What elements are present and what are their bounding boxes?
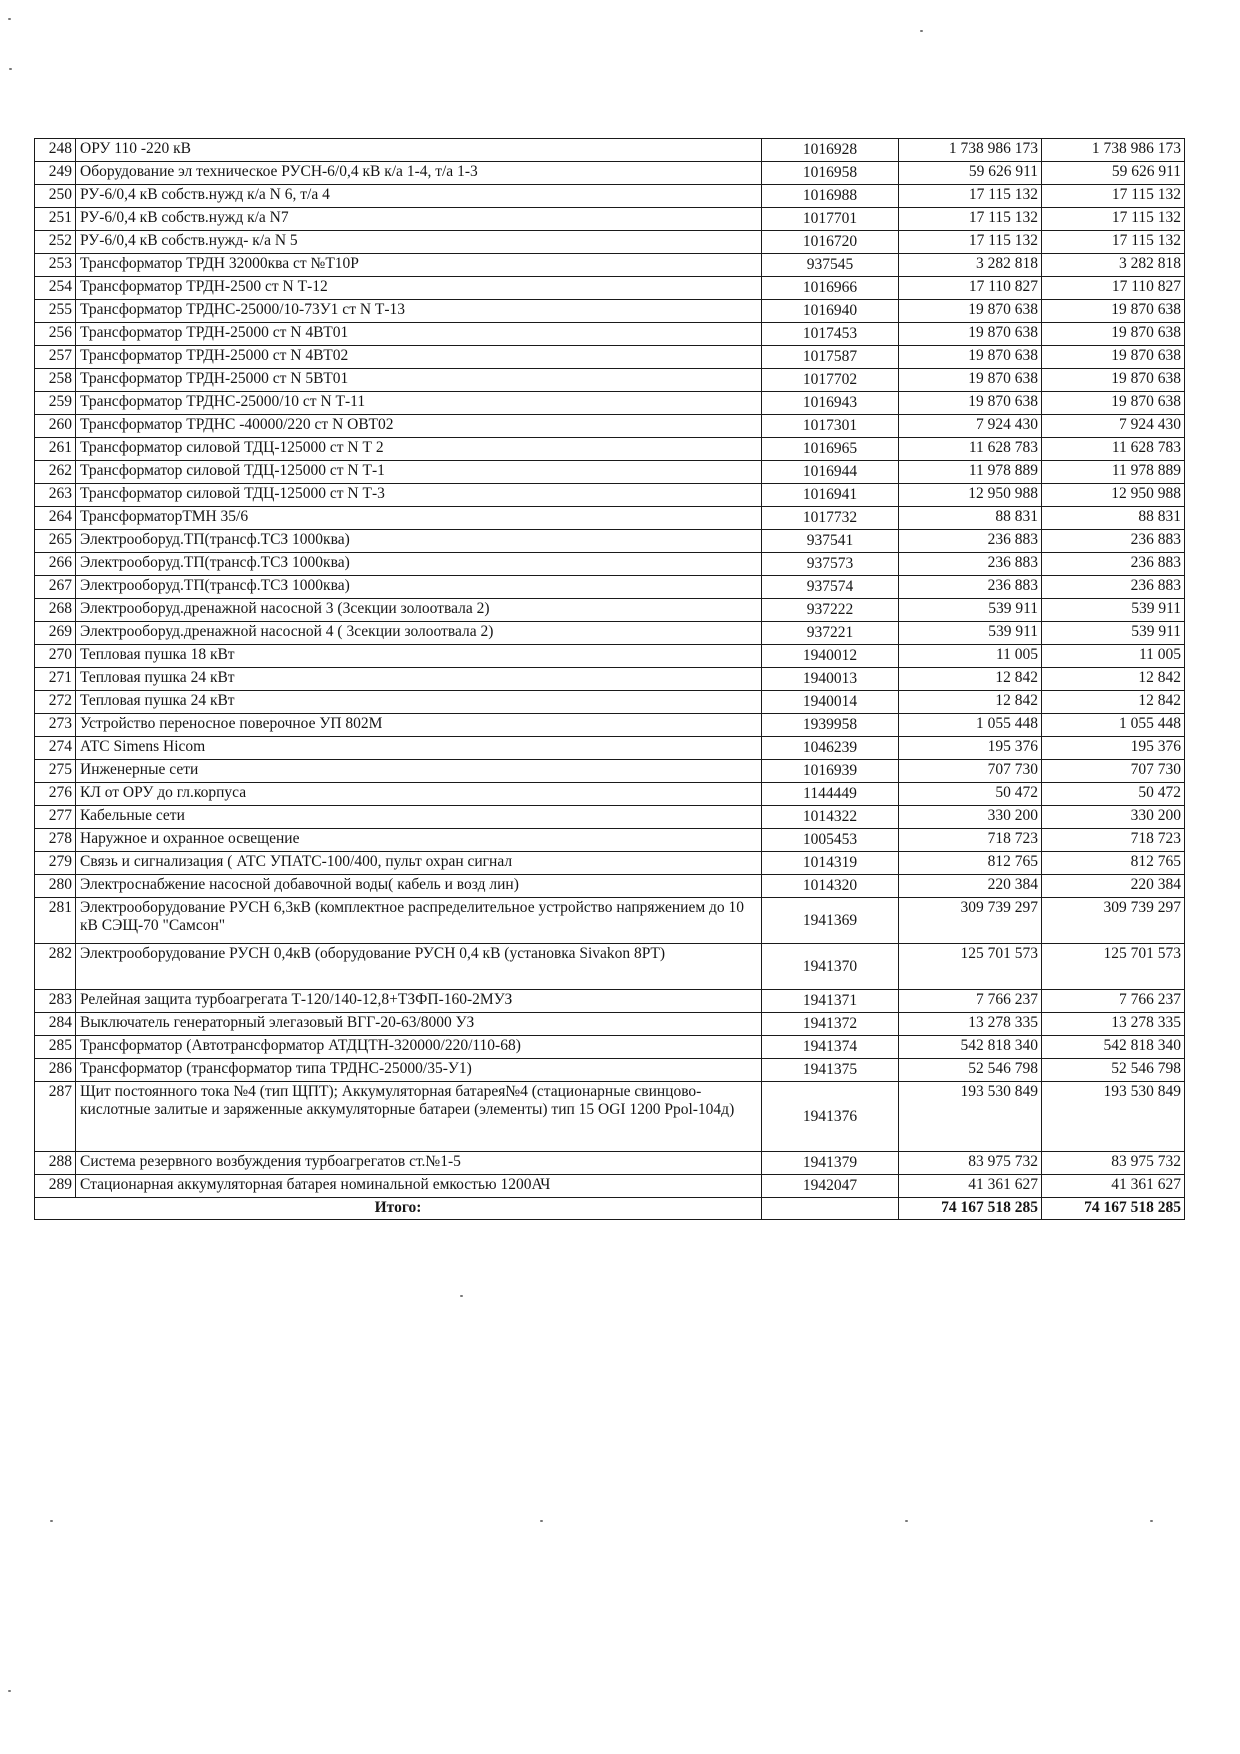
total-row: [35, 1198, 1185, 1220]
total-value: 74 167 518 285: [1042, 1198, 1185, 1220]
scan-speck: [8, 1690, 11, 1692]
row-number: 288: [35, 1152, 76, 1175]
table-row: [35, 1082, 1185, 1152]
inventory-code: 1016940: [762, 300, 899, 323]
table-row: [35, 1152, 1185, 1175]
value-cell: 330 200: [899, 806, 1042, 829]
value-cell: 19 870 638: [899, 300, 1042, 323]
inventory-code: 1144449: [762, 783, 899, 806]
value-cell: 195 376: [899, 737, 1042, 760]
table-row: [35, 484, 1185, 507]
table-row: [35, 645, 1185, 668]
value-cell: 17 115 132: [1042, 185, 1185, 208]
asset-table: [34, 138, 1185, 1220]
row-number: 254: [35, 277, 76, 300]
row-number: 276: [35, 783, 76, 806]
scan-speck: [920, 30, 923, 32]
value-cell: 309 739 297: [899, 898, 1042, 944]
value-cell: 19 870 638: [1042, 346, 1185, 369]
inventory-code: 1940013: [762, 668, 899, 691]
table-row: [35, 162, 1185, 185]
asset-name: Электрооборуд.ТП(трансф.ТСЗ 1000ква): [76, 553, 762, 576]
row-number: 270: [35, 645, 76, 668]
value-cell: 236 883: [899, 530, 1042, 553]
value-cell: 17 115 132: [899, 185, 1042, 208]
table-row: [35, 323, 1185, 346]
value-cell: 19 870 638: [899, 369, 1042, 392]
value-cell: 195 376: [1042, 737, 1185, 760]
scan-speck: [540, 1520, 543, 1522]
asset-name: Устройство переносное поверочное УП 802М: [76, 714, 762, 737]
total-value: 74 167 518 285: [899, 1198, 1042, 1220]
table-row: [35, 231, 1185, 254]
value-cell: 12 950 988: [1042, 484, 1185, 507]
inventory-code: 1016988: [762, 185, 899, 208]
asset-name: Трансформатор ТРДНС-25000/10 ст N Т-11: [76, 392, 762, 415]
value-cell: 193 530 849: [1042, 1082, 1185, 1152]
inventory-code: 1017453: [762, 323, 899, 346]
value-cell: 19 870 638: [899, 392, 1042, 415]
value-cell: 220 384: [1042, 875, 1185, 898]
value-cell: 17 115 132: [899, 208, 1042, 231]
value-cell: 236 883: [1042, 530, 1185, 553]
value-cell: 17 115 132: [1042, 231, 1185, 254]
table-row: [35, 1059, 1185, 1082]
value-cell: 236 883: [1042, 576, 1185, 599]
asset-name: Трансформатор (Автотрансформатор АТДЦТН-320000/220/110-68): [76, 1036, 762, 1059]
asset-name: Выключатель генераторный элегазовый ВГГ-20-63/8000 УЗ: [76, 1013, 762, 1036]
inventory-code: 1941369: [762, 898, 899, 944]
row-number: 249: [35, 162, 76, 185]
inventory-code: 1941376: [762, 1082, 899, 1152]
table-row: [35, 691, 1185, 714]
row-number: 258: [35, 369, 76, 392]
row-number: 267: [35, 576, 76, 599]
row-number: 278: [35, 829, 76, 852]
value-cell: 1 738 986 173: [899, 139, 1042, 162]
inventory-code: 1016944: [762, 461, 899, 484]
asset-name: Связь и сигнализация ( АТС УПАТС-100/400, пульт охран сигнал: [76, 852, 762, 875]
asset-name: РУ-6/0,4 кВ собств.нужд к/а N7: [76, 208, 762, 231]
value-cell: 41 361 627: [899, 1175, 1042, 1198]
inventory-code: 1017301: [762, 415, 899, 438]
row-number: 248: [35, 139, 76, 162]
asset-name: Щит постоянного тока №4 (тип ЩПТ); Аккумуляторная батарея№4 (стационарные свинцово-кислотные залитые и заряженные аккумуляторные батареи (элементы) тип 15 OGI 1200 Ppol-104д): [76, 1082, 762, 1152]
value-cell: 88 831: [1042, 507, 1185, 530]
value-cell: 83 975 732: [899, 1152, 1042, 1175]
asset-name: Электрооборудование РУСН 0,4кВ (оборудование РУСН 0,4 кВ (установка Sivakon 8PT): [76, 944, 762, 990]
asset-name: КЛ от ОРУ до гл.корпуса: [76, 783, 762, 806]
inventory-code: 1016720: [762, 231, 899, 254]
scan-speck: [50, 1520, 53, 1522]
asset-name: Трансформатор ТРДН 32000ква ст №Т10Р: [76, 254, 762, 277]
row-number: 271: [35, 668, 76, 691]
value-cell: 52 546 798: [899, 1059, 1042, 1082]
asset-name: Трансформатор ТРДНС -40000/220 ст N ОВТ02: [76, 415, 762, 438]
row-number: 265: [35, 530, 76, 553]
value-cell: 718 723: [899, 829, 1042, 852]
value-cell: 52 546 798: [1042, 1059, 1185, 1082]
value-cell: 7 924 430: [899, 415, 1042, 438]
table-row: [35, 461, 1185, 484]
inventory-code: 1016958: [762, 162, 899, 185]
inventory-code: 937222: [762, 599, 899, 622]
asset-name: Стационарная аккумуляторная батарея номинальной емкостью 1200АЧ: [76, 1175, 762, 1198]
inventory-code: 1017732: [762, 507, 899, 530]
table-row: [35, 1013, 1185, 1036]
asset-name: Трансформатор ТРДН-2500 ст N Т-12: [76, 277, 762, 300]
asset-name: Тепловая пушка 24 кВт: [76, 668, 762, 691]
asset-name: Кабельные сети: [76, 806, 762, 829]
value-cell: 812 765: [899, 852, 1042, 875]
table-row: [35, 369, 1185, 392]
table-row: [35, 990, 1185, 1013]
asset-name: Трансформатор ТРДН-25000 ст N 4ВТ02: [76, 346, 762, 369]
row-number: 259: [35, 392, 76, 415]
asset-name: Трансформатор силовой ТДЦ-125000 ст N Т-3: [76, 484, 762, 507]
inventory-code: 937221: [762, 622, 899, 645]
row-number: 250: [35, 185, 76, 208]
asset-name: Трансформатор ТРДН-25000 ст N 5ВТ01: [76, 369, 762, 392]
asset-name: Тепловая пушка 18 кВт: [76, 645, 762, 668]
value-cell: 19 870 638: [899, 323, 1042, 346]
inventory-code: 1016928: [762, 139, 899, 162]
asset-name: Трансформатор силовой ТДЦ-125000 ст N Т-1: [76, 461, 762, 484]
row-number: 264: [35, 507, 76, 530]
value-cell: 1 055 448: [1042, 714, 1185, 737]
table-row: [35, 944, 1185, 990]
value-cell: 193 530 849: [899, 1082, 1042, 1152]
value-cell: 542 818 340: [899, 1036, 1042, 1059]
table-row: [35, 829, 1185, 852]
asset-name: Инженерные сети: [76, 760, 762, 783]
value-cell: 11 978 889: [899, 461, 1042, 484]
value-cell: 539 911: [1042, 599, 1185, 622]
table-row: [35, 392, 1185, 415]
inventory-code: 937545: [762, 254, 899, 277]
value-cell: 707 730: [899, 760, 1042, 783]
asset-name: Тепловая пушка 24 кВт: [76, 691, 762, 714]
row-number: 253: [35, 254, 76, 277]
asset-name: Электрооборудование РУСН 6,3кВ (комплектное распределительное устройство напряжением до 10 кВ СЭЩ-70 "Самсон": [76, 898, 762, 944]
inventory-code: 1014319: [762, 852, 899, 875]
row-number: 260: [35, 415, 76, 438]
value-cell: 125 701 573: [899, 944, 1042, 990]
value-cell: 11 628 783: [899, 438, 1042, 461]
table-row: [35, 415, 1185, 438]
inventory-code: 1016939: [762, 760, 899, 783]
value-cell: 11 978 889: [1042, 461, 1185, 484]
value-cell: 13 278 335: [1042, 1013, 1185, 1036]
value-cell: 220 384: [899, 875, 1042, 898]
row-number: 279: [35, 852, 76, 875]
row-number: 266: [35, 553, 76, 576]
asset-table-body: [35, 139, 1185, 1220]
scan-speck: [460, 1295, 463, 1297]
table-row: [35, 737, 1185, 760]
inventory-code: 1017701: [762, 208, 899, 231]
table-row: [35, 668, 1185, 691]
scan-speck: [8, 18, 11, 20]
asset-name: Трансформатор ТРДН-25000 ст N 4ВТ01: [76, 323, 762, 346]
value-cell: 12 950 988: [899, 484, 1042, 507]
table-row: [35, 783, 1185, 806]
asset-name: Наружное и охранное освещение: [76, 829, 762, 852]
value-cell: 7 766 237: [899, 990, 1042, 1013]
value-cell: 17 115 132: [899, 231, 1042, 254]
value-cell: 812 765: [1042, 852, 1185, 875]
row-number: 257: [35, 346, 76, 369]
value-cell: 7 924 430: [1042, 415, 1185, 438]
inventory-code: 1941375: [762, 1059, 899, 1082]
value-cell: 707 730: [1042, 760, 1185, 783]
asset-name: Оборудование эл техническое РУСН-6/0,4 кВ к/а 1-4, т/а 1-3: [76, 162, 762, 185]
table-row: [35, 875, 1185, 898]
value-cell: 236 883: [1042, 553, 1185, 576]
inventory-code: 1941371: [762, 990, 899, 1013]
inventory-code: 1046239: [762, 737, 899, 760]
row-number: 251: [35, 208, 76, 231]
inventory-code: 1016941: [762, 484, 899, 507]
row-number: 287: [35, 1082, 76, 1152]
inventory-code: 1016966: [762, 277, 899, 300]
row-number: 256: [35, 323, 76, 346]
row-number: 275: [35, 760, 76, 783]
value-cell: 19 870 638: [1042, 300, 1185, 323]
inventory-code: 1940012: [762, 645, 899, 668]
table-row: [35, 300, 1185, 323]
asset-name: Электрооборуд.ТП(трансф.ТСЗ 1000ква): [76, 576, 762, 599]
table-row: [35, 576, 1185, 599]
inventory-code: 1941379: [762, 1152, 899, 1175]
value-cell: 17 110 827: [899, 277, 1042, 300]
asset-name: РУ-6/0,4 кВ собств.нужд- к/а N 5: [76, 231, 762, 254]
table-row: [35, 185, 1185, 208]
value-cell: 3 282 818: [1042, 254, 1185, 277]
asset-name: Трансформатор силовой ТДЦ-125000 ст N Т 2: [76, 438, 762, 461]
scan-speck: [1150, 1520, 1153, 1522]
asset-name: Электрооборуд.дренажной насосной 3 (3секции золоотвала 2): [76, 599, 762, 622]
table-row: [35, 599, 1185, 622]
value-cell: 50 472: [899, 783, 1042, 806]
row-number: 283: [35, 990, 76, 1013]
value-cell: 11 005: [899, 645, 1042, 668]
row-number: 285: [35, 1036, 76, 1059]
table-row: [35, 254, 1185, 277]
value-cell: 11 005: [1042, 645, 1185, 668]
table-row: [35, 438, 1185, 461]
row-number: 263: [35, 484, 76, 507]
value-cell: 59 626 911: [1042, 162, 1185, 185]
inventory-code: 1005453: [762, 829, 899, 852]
row-number: 289: [35, 1175, 76, 1198]
inventory-code: 1941372: [762, 1013, 899, 1036]
asset-name: Релейная защита турбоагрегата Т-120/140-12,8+ТЗФП-160-2МУЗ: [76, 990, 762, 1013]
value-cell: 12 842: [1042, 691, 1185, 714]
table-row: [35, 714, 1185, 737]
inventory-code: 937573: [762, 553, 899, 576]
row-number: 269: [35, 622, 76, 645]
row-number: 274: [35, 737, 76, 760]
row-number: 281: [35, 898, 76, 944]
value-cell: 41 361 627: [1042, 1175, 1185, 1198]
value-cell: 1 055 448: [899, 714, 1042, 737]
row-number: 252: [35, 231, 76, 254]
asset-name: РУ-6/0,4 кВ собств.нужд к/а N 6, т/а 4: [76, 185, 762, 208]
total-code-empty: [762, 1198, 899, 1220]
row-number: 273: [35, 714, 76, 737]
value-cell: 309 739 297: [1042, 898, 1185, 944]
table-row: [35, 530, 1185, 553]
value-cell: 19 870 638: [899, 346, 1042, 369]
value-cell: 88 831: [899, 507, 1042, 530]
inventory-code: 1014322: [762, 806, 899, 829]
value-cell: 236 883: [899, 576, 1042, 599]
asset-name: ОРУ 110 -220 кВ: [76, 139, 762, 162]
table-row: [35, 852, 1185, 875]
row-number: 261: [35, 438, 76, 461]
inventory-code: 937574: [762, 576, 899, 599]
row-number: 280: [35, 875, 76, 898]
inventory-code: 1017702: [762, 369, 899, 392]
inventory-code: 1940014: [762, 691, 899, 714]
value-cell: 125 701 573: [1042, 944, 1185, 990]
value-cell: 17 115 132: [1042, 208, 1185, 231]
asset-name: Электрооборуд.дренажной насосной 4 ( 3секции золоотвала 2): [76, 622, 762, 645]
value-cell: 11 628 783: [1042, 438, 1185, 461]
value-cell: 19 870 638: [1042, 323, 1185, 346]
value-cell: 330 200: [1042, 806, 1185, 829]
value-cell: 3 282 818: [899, 254, 1042, 277]
row-number: 286: [35, 1059, 76, 1082]
inventory-code: 1017587: [762, 346, 899, 369]
value-cell: 539 911: [1042, 622, 1185, 645]
table-row: [35, 507, 1185, 530]
table-row: [35, 208, 1185, 231]
value-cell: 13 278 335: [899, 1013, 1042, 1036]
value-cell: 236 883: [899, 553, 1042, 576]
asset-name: Трансформатор ТРДНС-25000/10-73У1 ст N Т-13: [76, 300, 762, 323]
value-cell: 718 723: [1042, 829, 1185, 852]
value-cell: 542 818 340: [1042, 1036, 1185, 1059]
value-cell: 7 766 237: [1042, 990, 1185, 1013]
value-cell: 12 842: [1042, 668, 1185, 691]
table-row: [35, 1175, 1185, 1198]
asset-name: АТС Simens Hicom: [76, 737, 762, 760]
inventory-code: 1942047: [762, 1175, 899, 1198]
value-cell: 12 842: [899, 691, 1042, 714]
table-row: [35, 898, 1185, 944]
asset-name: Система резервного возбуждения турбоагрегатов ст.№1-5: [76, 1152, 762, 1175]
value-cell: 83 975 732: [1042, 1152, 1185, 1175]
value-cell: 12 842: [899, 668, 1042, 691]
inventory-code: 1941374: [762, 1036, 899, 1059]
table-row: [35, 760, 1185, 783]
inventory-code: 1941370: [762, 944, 899, 990]
inventory-code: 1016965: [762, 438, 899, 461]
value-cell: 19 870 638: [1042, 369, 1185, 392]
table-row: [35, 1036, 1185, 1059]
inventory-code: 1014320: [762, 875, 899, 898]
table-row: [35, 806, 1185, 829]
scan-speck: [905, 1520, 908, 1522]
asset-name: Трансформатор (трансформатор типа ТРДНС-25000/35-У1): [76, 1059, 762, 1082]
value-cell: 59 626 911: [899, 162, 1042, 185]
row-number: 284: [35, 1013, 76, 1036]
table-row: [35, 139, 1185, 162]
total-label: Итого:: [35, 1198, 762, 1220]
row-number: 262: [35, 461, 76, 484]
asset-name: ТрансформаторТМН 35/6: [76, 507, 762, 530]
row-number: 282: [35, 944, 76, 990]
table-row: [35, 346, 1185, 369]
table-row: [35, 277, 1185, 300]
row-number: 255: [35, 300, 76, 323]
value-cell: 1 738 986 173: [1042, 139, 1185, 162]
scan-speck: [9, 68, 12, 70]
value-cell: 539 911: [899, 599, 1042, 622]
row-number: 268: [35, 599, 76, 622]
table-row: [35, 622, 1185, 645]
asset-name: Электрооборуд.ТП(трансф.ТСЗ 1000ква): [76, 530, 762, 553]
value-cell: 19 870 638: [1042, 392, 1185, 415]
value-cell: 50 472: [1042, 783, 1185, 806]
inventory-code: 1016943: [762, 392, 899, 415]
value-cell: 17 110 827: [1042, 277, 1185, 300]
row-number: 272: [35, 691, 76, 714]
table-row: [35, 553, 1185, 576]
row-number: 277: [35, 806, 76, 829]
value-cell: 539 911: [899, 622, 1042, 645]
inventory-code: 1939958: [762, 714, 899, 737]
asset-name: Электроснабжение насосной добавочной воды( кабель и возд лин): [76, 875, 762, 898]
inventory-code: 937541: [762, 530, 899, 553]
